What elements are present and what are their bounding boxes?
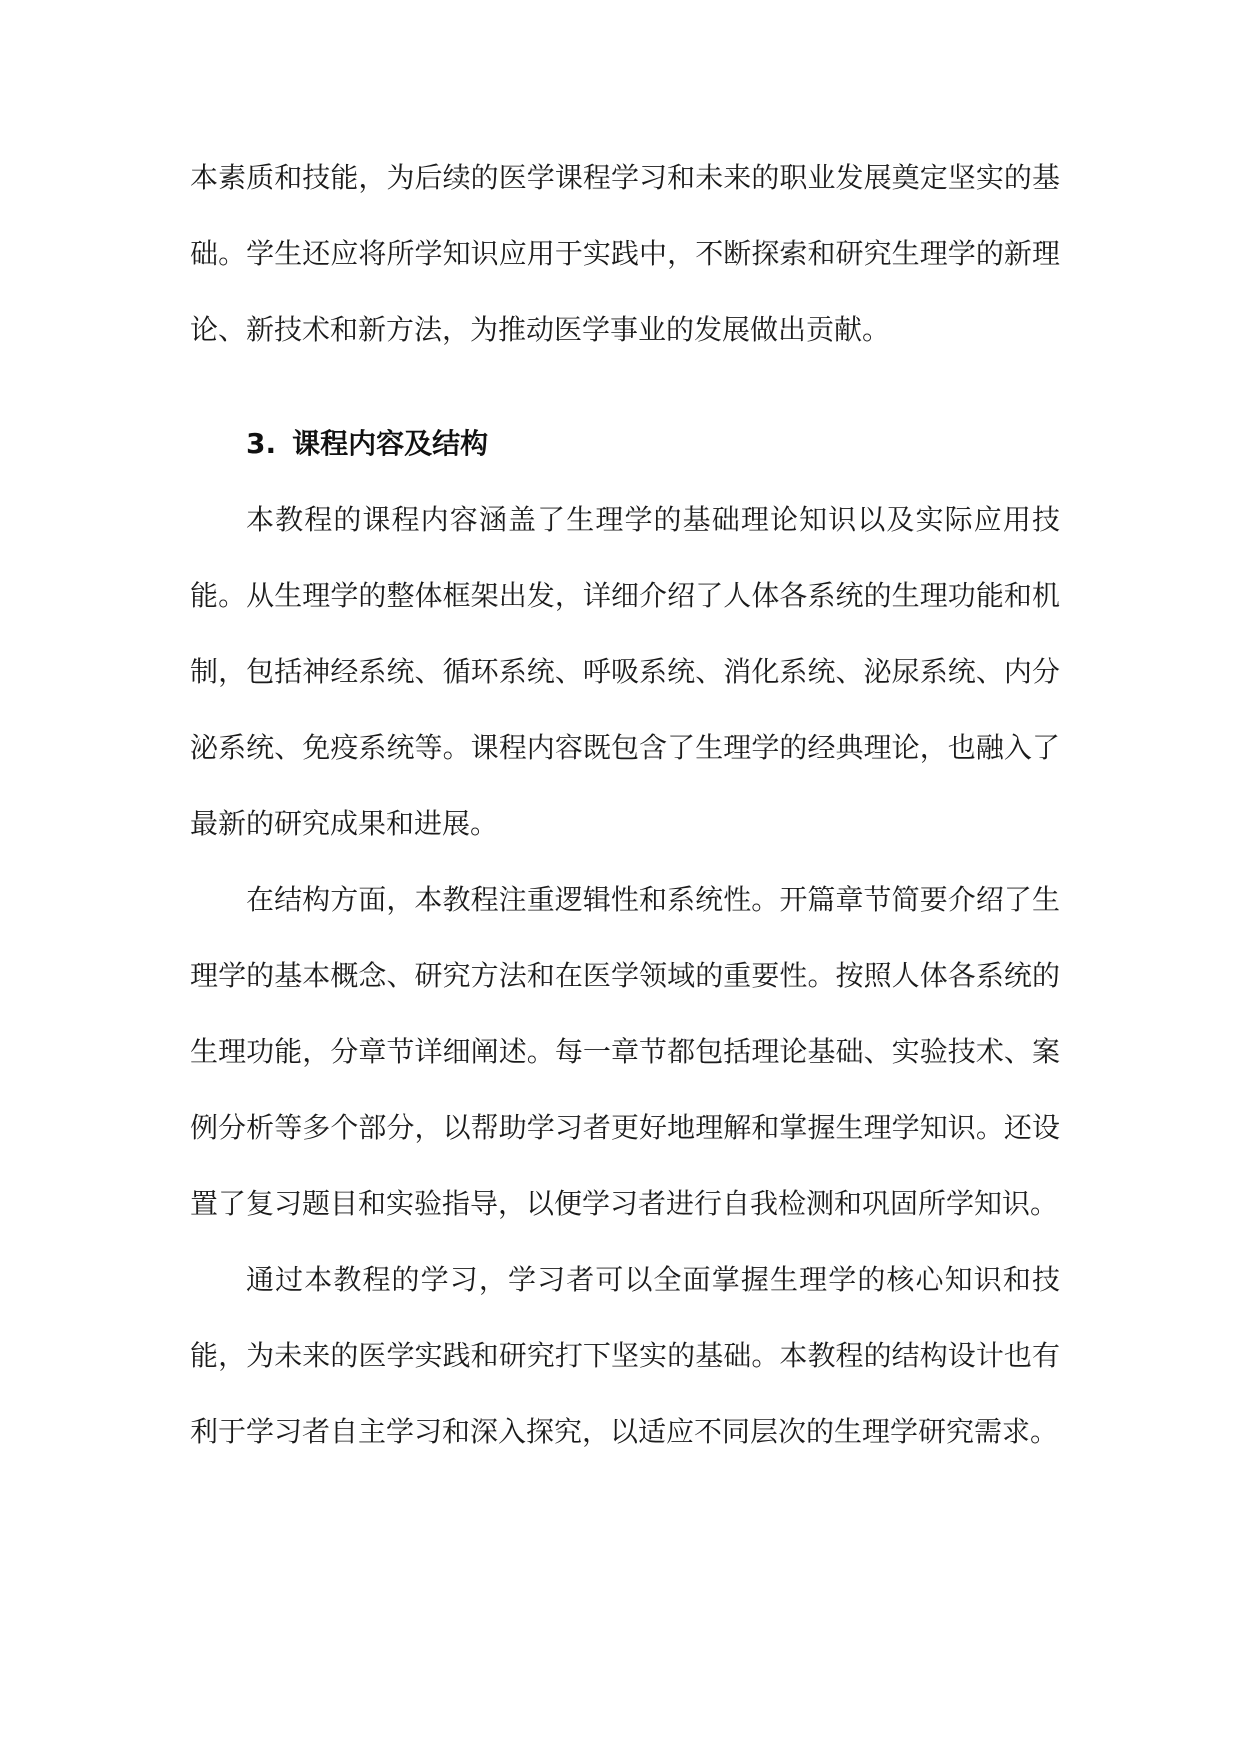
paragraph-content: 本教程的课程内容涵盖了生理学的基础理论知识以及实际应用技能。从生理学的整体框架出发，详细介绍了人体各系统的生理功能和机制，包括神经系统、循环系统、呼吸系统、消化系统、泌尿系统、内分泌系统、免疫系统等。课程内容既包含了生理学的经典理论，也融入了最新的研究成果和进展。 [190, 503, 1060, 840]
section-heading [190, 406, 1060, 482]
paragraph-structure: 在结构方面，本教程注重逻辑性和系统性。开篇章节简要介绍了生理学的基本概念、研究方法和在医学领域的重要性。按照人体各系统的生理功能，分章节详细阐述。每一章节都包括理论基础、实验技术、案例分析等多个部分，以帮助学习者更好地理解和掌握生理学知识。还设置了复习题目和实验指导，以便学习者进行自我检测和巩固所学知识。 [190, 883, 1060, 1220]
document-body [190, 140, 1060, 1470]
section-number: 3. [246, 427, 277, 460]
paragraph-conclusion: 通过本教程的学习，学习者可以全面掌握生理学的核心知识和技能，为未来的医学实践和研究打下坚实的基础。本教程的结构设计也有利于学习者自主学习和深入探究，以适应不同层次的生理学研究需求。 [190, 1263, 1060, 1448]
section-title: 课程内容及结构 [292, 427, 489, 460]
paragraph-continued: 本素质和技能，为后续的医学课程学习和未来的职业发展奠定坚实的基础。学生还应将所学知识应用于实践中，不断探索和研究生理学的新理论、新技术和新方法，为推动医学事业的发展做出贡献。 [190, 161, 1060, 346]
